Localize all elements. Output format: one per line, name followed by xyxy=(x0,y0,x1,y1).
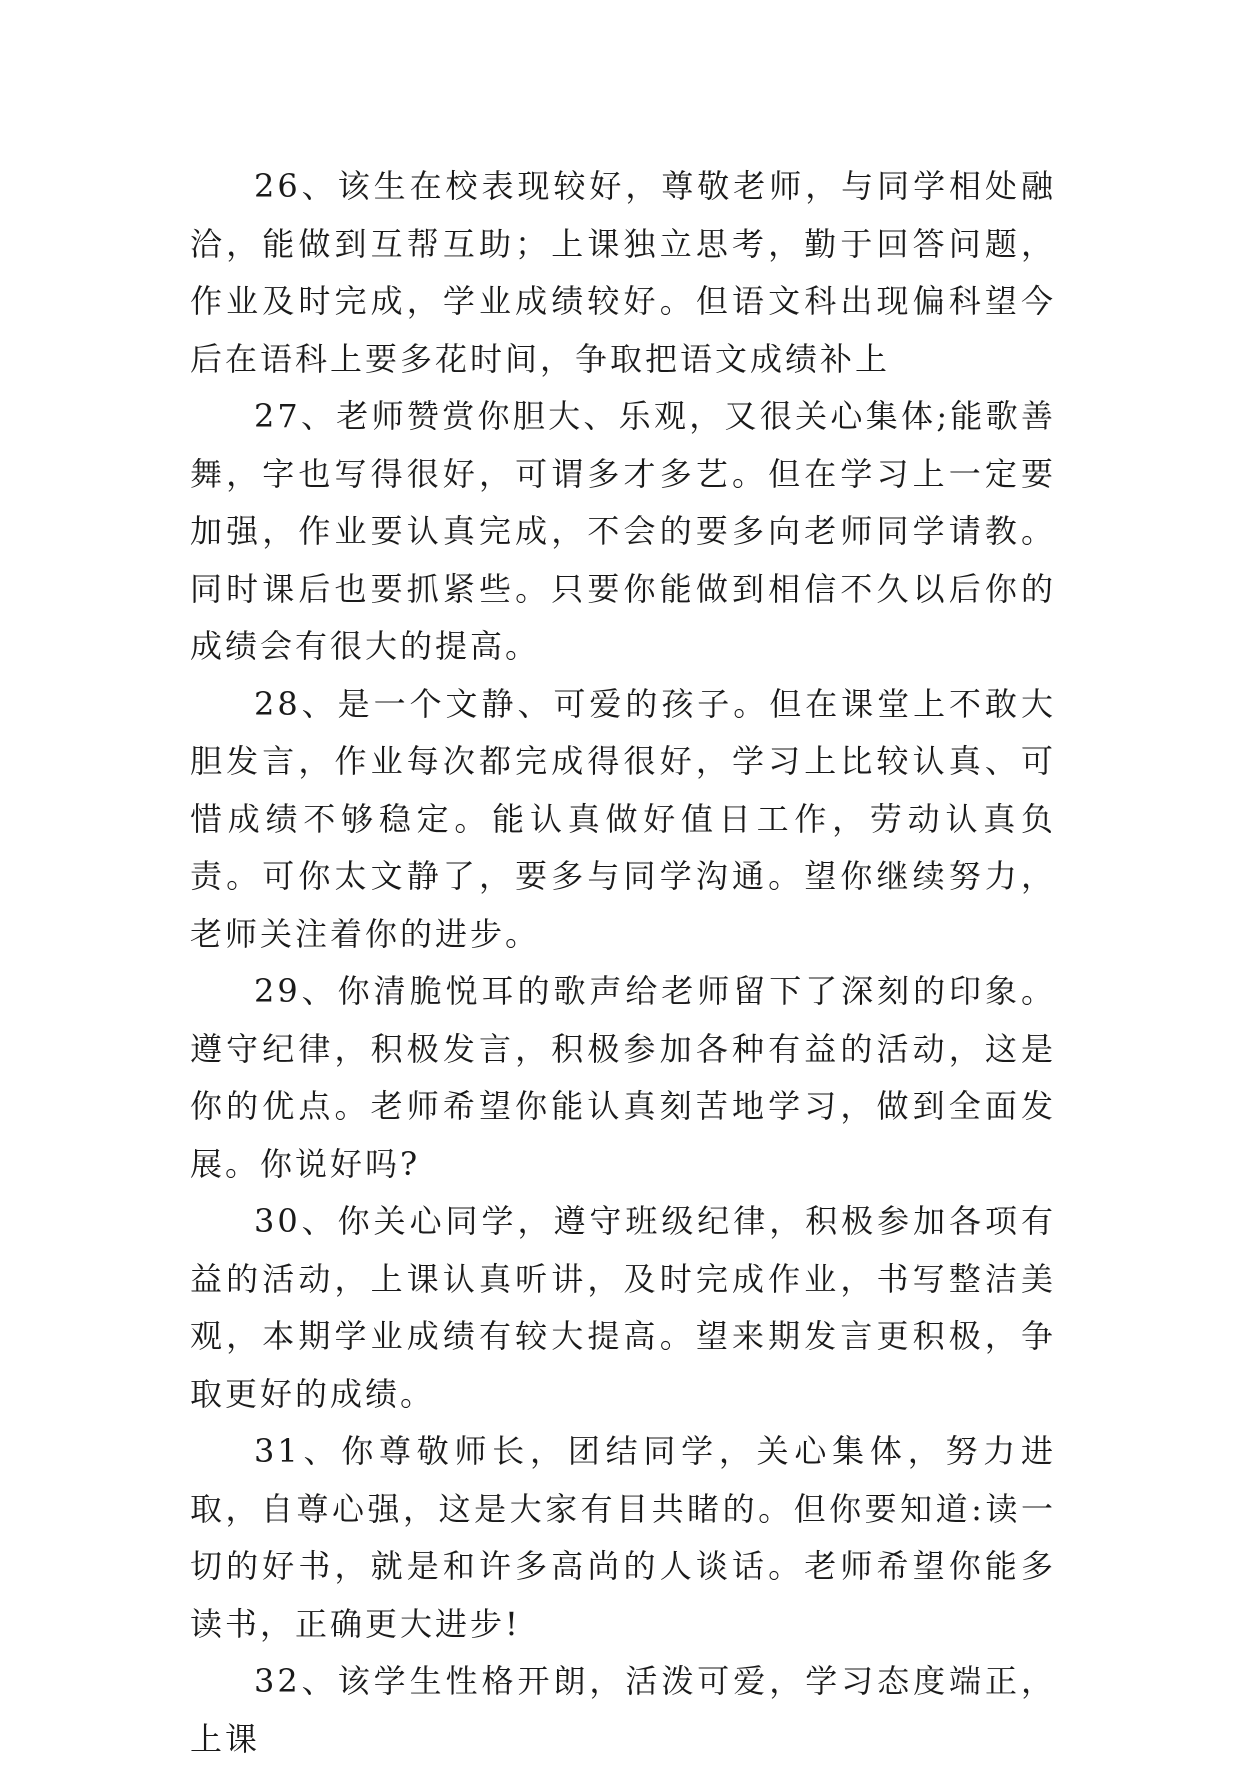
comment-paragraph-28: 28、是一个文静、可爱的孩子。但在课堂上不敢大胆发言，作业每次都完成得很好，学习上比较认真、可惜成绩不够稳定。能认真做好值日工作，劳动认真负责。可你太文静了，要多与同学沟通。望你继续努力，老师关注着你的进步。 xyxy=(190,684,1056,953)
document-body xyxy=(190,158,1056,1768)
comment-paragraph-31: 31、你尊敬师长，团结同学，关心集体，努力进取，自尊心强，这是大家有目共睹的。但你要知道:读一切的好书，就是和许多高尚的人谈话。老师希望你能多读书，正确更大进步! xyxy=(190,1432,1056,1643)
comment-paragraph-29: 29、你清脆悦耳的歌声给老师留下了深刻的印象。遵守纪律，积极发言，积极参加各种有益的活动，这是你的优点。老师希望你能认真刻苦地学习，做到全面发展。你说好吗? xyxy=(190,972,1056,1183)
comment-paragraph-32: 32、该学生性格开朗，活泼可爱，学习态度端正，上课 xyxy=(190,1662,1056,1758)
comment-paragraph-27: 27、老师赞赏你胆大、乐观，又很关心集体;能歌善舞，字也写得很好，可谓多才多艺。但在学习上一定要加强，作业要认真完成，不会的要多向老师同学请教。同时课后也要抓紧些。只要你能做到相信不久以后你的成绩会有很大的提高。 xyxy=(190,397,1056,665)
comment-paragraph-30: 30、你关心同学，遵守班级纪律，积极参加各项有益的活动，上课认真听讲，及时完成作业，书写整洁美观，本期学业成绩有较大提高。望来期发言更积极，争取更好的成绩。 xyxy=(190,1202,1056,1413)
comment-paragraph-26: 26、该生在校表现较好，尊敬老师，与同学相处融洽，能做到互帮互助；上课独立思考，勤于回答问题，作业及时完成，学业成绩较好。但语文科出现偏科望今后在语科上要多花时间，争取把语文成绩补上 xyxy=(190,167,1056,378)
